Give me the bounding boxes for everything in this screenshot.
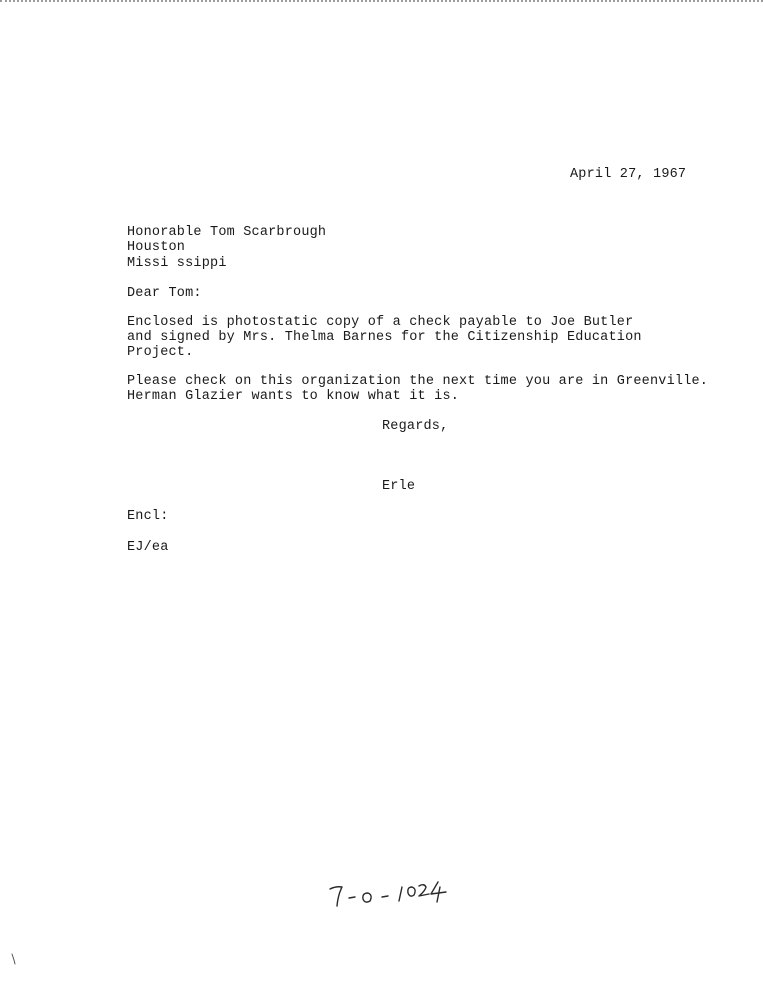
recipient-city: Houston xyxy=(127,240,186,255)
paragraph-1-line-1: Enclosed is photostatic copy of a check payable to Joe Butler xyxy=(127,315,634,330)
closing: Regards, xyxy=(382,419,449,434)
typist-initials: EJ/ea xyxy=(127,540,169,555)
paragraph-1-line-2: and signed by Mrs. Thelma Barnes for the Citizenship Education xyxy=(127,330,642,345)
salutation: Dear Tom: xyxy=(127,286,202,301)
recipient-name: Honorable Tom Scarbrough xyxy=(127,225,327,240)
page-top-border xyxy=(0,0,763,2)
signature-name: Erle xyxy=(382,479,416,494)
letter-date: April 27, 1967 xyxy=(570,167,687,182)
stray-pencil-mark xyxy=(10,952,18,966)
recipient-state: Missi ssippi xyxy=(127,256,227,271)
paragraph-1-line-3: Project. xyxy=(127,345,194,360)
paragraph-2-line-2: Herman Glazier wants to know what it is. xyxy=(127,389,460,404)
enclosure-note: Encl: xyxy=(127,509,169,524)
handwritten-file-number xyxy=(318,873,478,913)
paragraph-2-line-1: Please check on this organization the next time you are in Greenville. xyxy=(127,374,709,389)
